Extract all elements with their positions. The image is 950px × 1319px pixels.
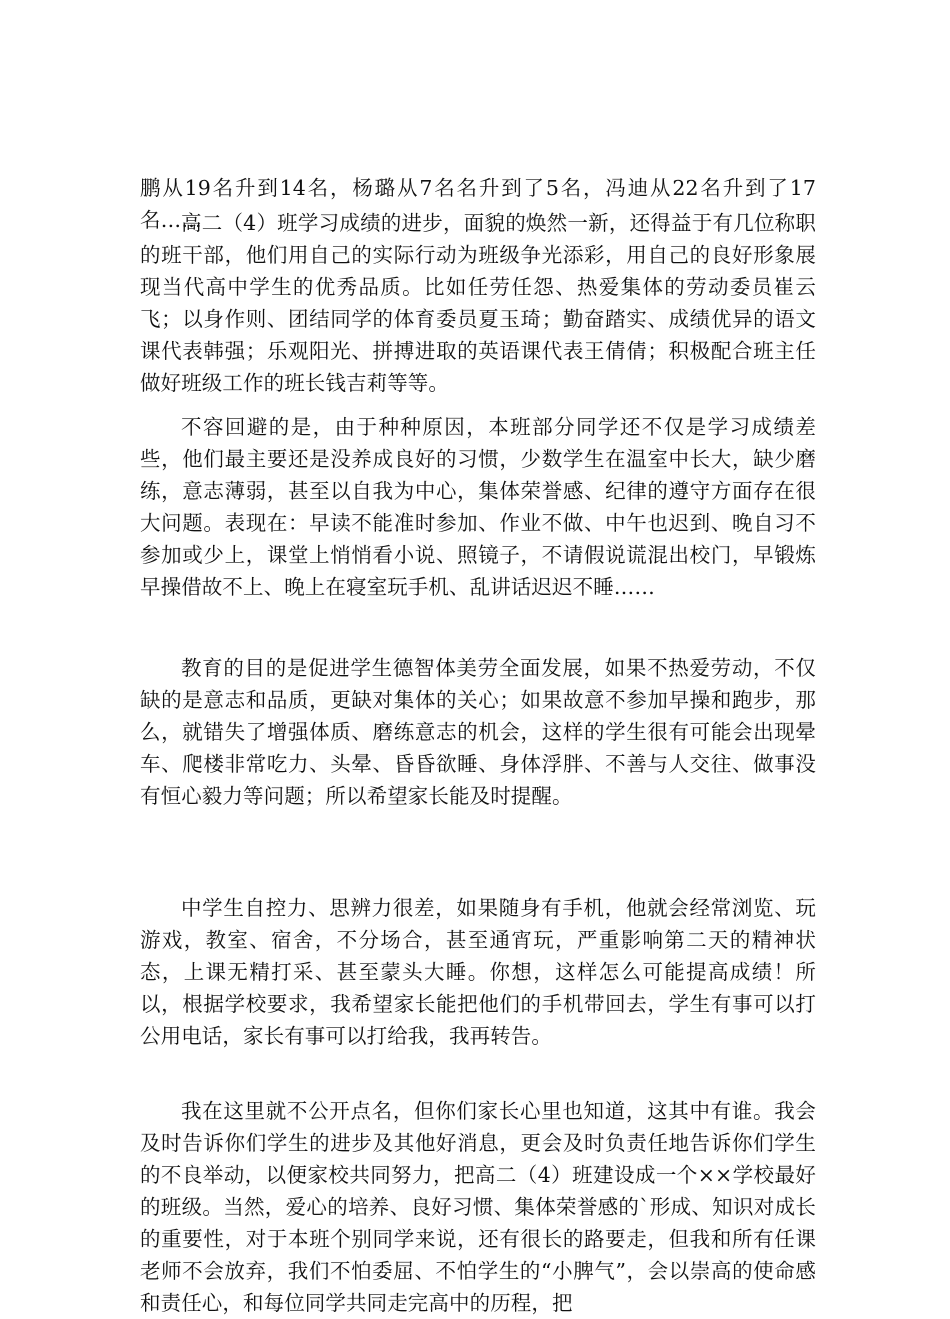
- paragraph-home-school: 我在这里就不公开点名，但你们家长心里也知道，这其中有谁。我会及时告诉你们学生的进步及其他好消息，更会及时负责任地告诉你们学生的不良举动，以便家校共同努力，把高二（4）班建设成一个××学校最好的班级。当然，爱心的培养、良好习惯、集体荣誉感的`形成、知识对成长的重要性，对于本班个别同学来说，还有很长的路要走，但我和所有任课老师不会放弃，我们不怕委屈、不怕学生的“小脾气”，会以崇高的使命感和责任心，和每位同学共同走完高中的历程，把: [140, 1099, 816, 1315]
- paragraph-problems: 不容回避的是，由于种种原因，本班部分同学还不仅是学习成绩差些，他们最主要还是没养成良好的习惯，少数学生在温室中长大，缺少磨练，意志薄弱，甚至以自我为中心，集体荣誉感、纪律的遵守方面存在很大问题。表现在：早读不能准时参加、作业不做、中午也迟到、晚自习不参加或少上，课堂上悄悄看小说、照镜子，不请假说谎混出校门，早锻炼早操借故不上、晚上在寝室玩手机、乱讲话迟迟不睡……: [140, 415, 816, 599]
- paragraph-mobile-phones: 中学生自控力、思辨力很差，如果随身有手机，他就会经常浏览、玩游戏，教室、宿舍，不分场合，甚至通宵玩，严重影响第二天的精神状态，上课无精打采、甚至蒙头大睡。你想，这样怎么可能提高成绩！所以，根据学校要求，我希望家长能把他们的手机带回去，学生有事可以打公用电话，家长有事可以打给我，我再转告。: [140, 896, 816, 1048]
- paragraph-education-purpose: 教育的目的是促进学生德智体美劳全面发展，如果不热爱劳动，不仅缺的是意志和品质，更缺对集体的关心；如果故意不参加早操和跑步，那么，就错失了增强体质、磨练意志的机会，这样的学生很有可能会出现晕车、爬楼非常吃力、头晕、昏昏欲睡、身体浮胖、不善与人交往、做事没有恒心毅力等问题；所以希望家长能及时提醒。: [140, 656, 816, 808]
- paragraph-continuation: 鹏从19名升到14名，杨璐从7名名升到了5名，冯迪从22名升到了17名……: [140, 176, 816, 232]
- paragraph-class-cadres: 高二（4）班学习成绩的进步，面貌的焕然一新，还得益于有几位称职的班干部，他们用自己的实际行动为班级争光添彩，用自己的良好形象展现当代高中学生的优秀品质。比如任劳任怨、热爱集体的劳动委员崔云飞；以身作则、团结同学的体育委员夏玉琦；勤奋踏实、成绩优异的语文课代表韩强；乐观阳光、拼搏进取的英语课代表王倩倩；积极配合班主任做好班级工作的班长钱吉莉等等。: [140, 211, 816, 395]
